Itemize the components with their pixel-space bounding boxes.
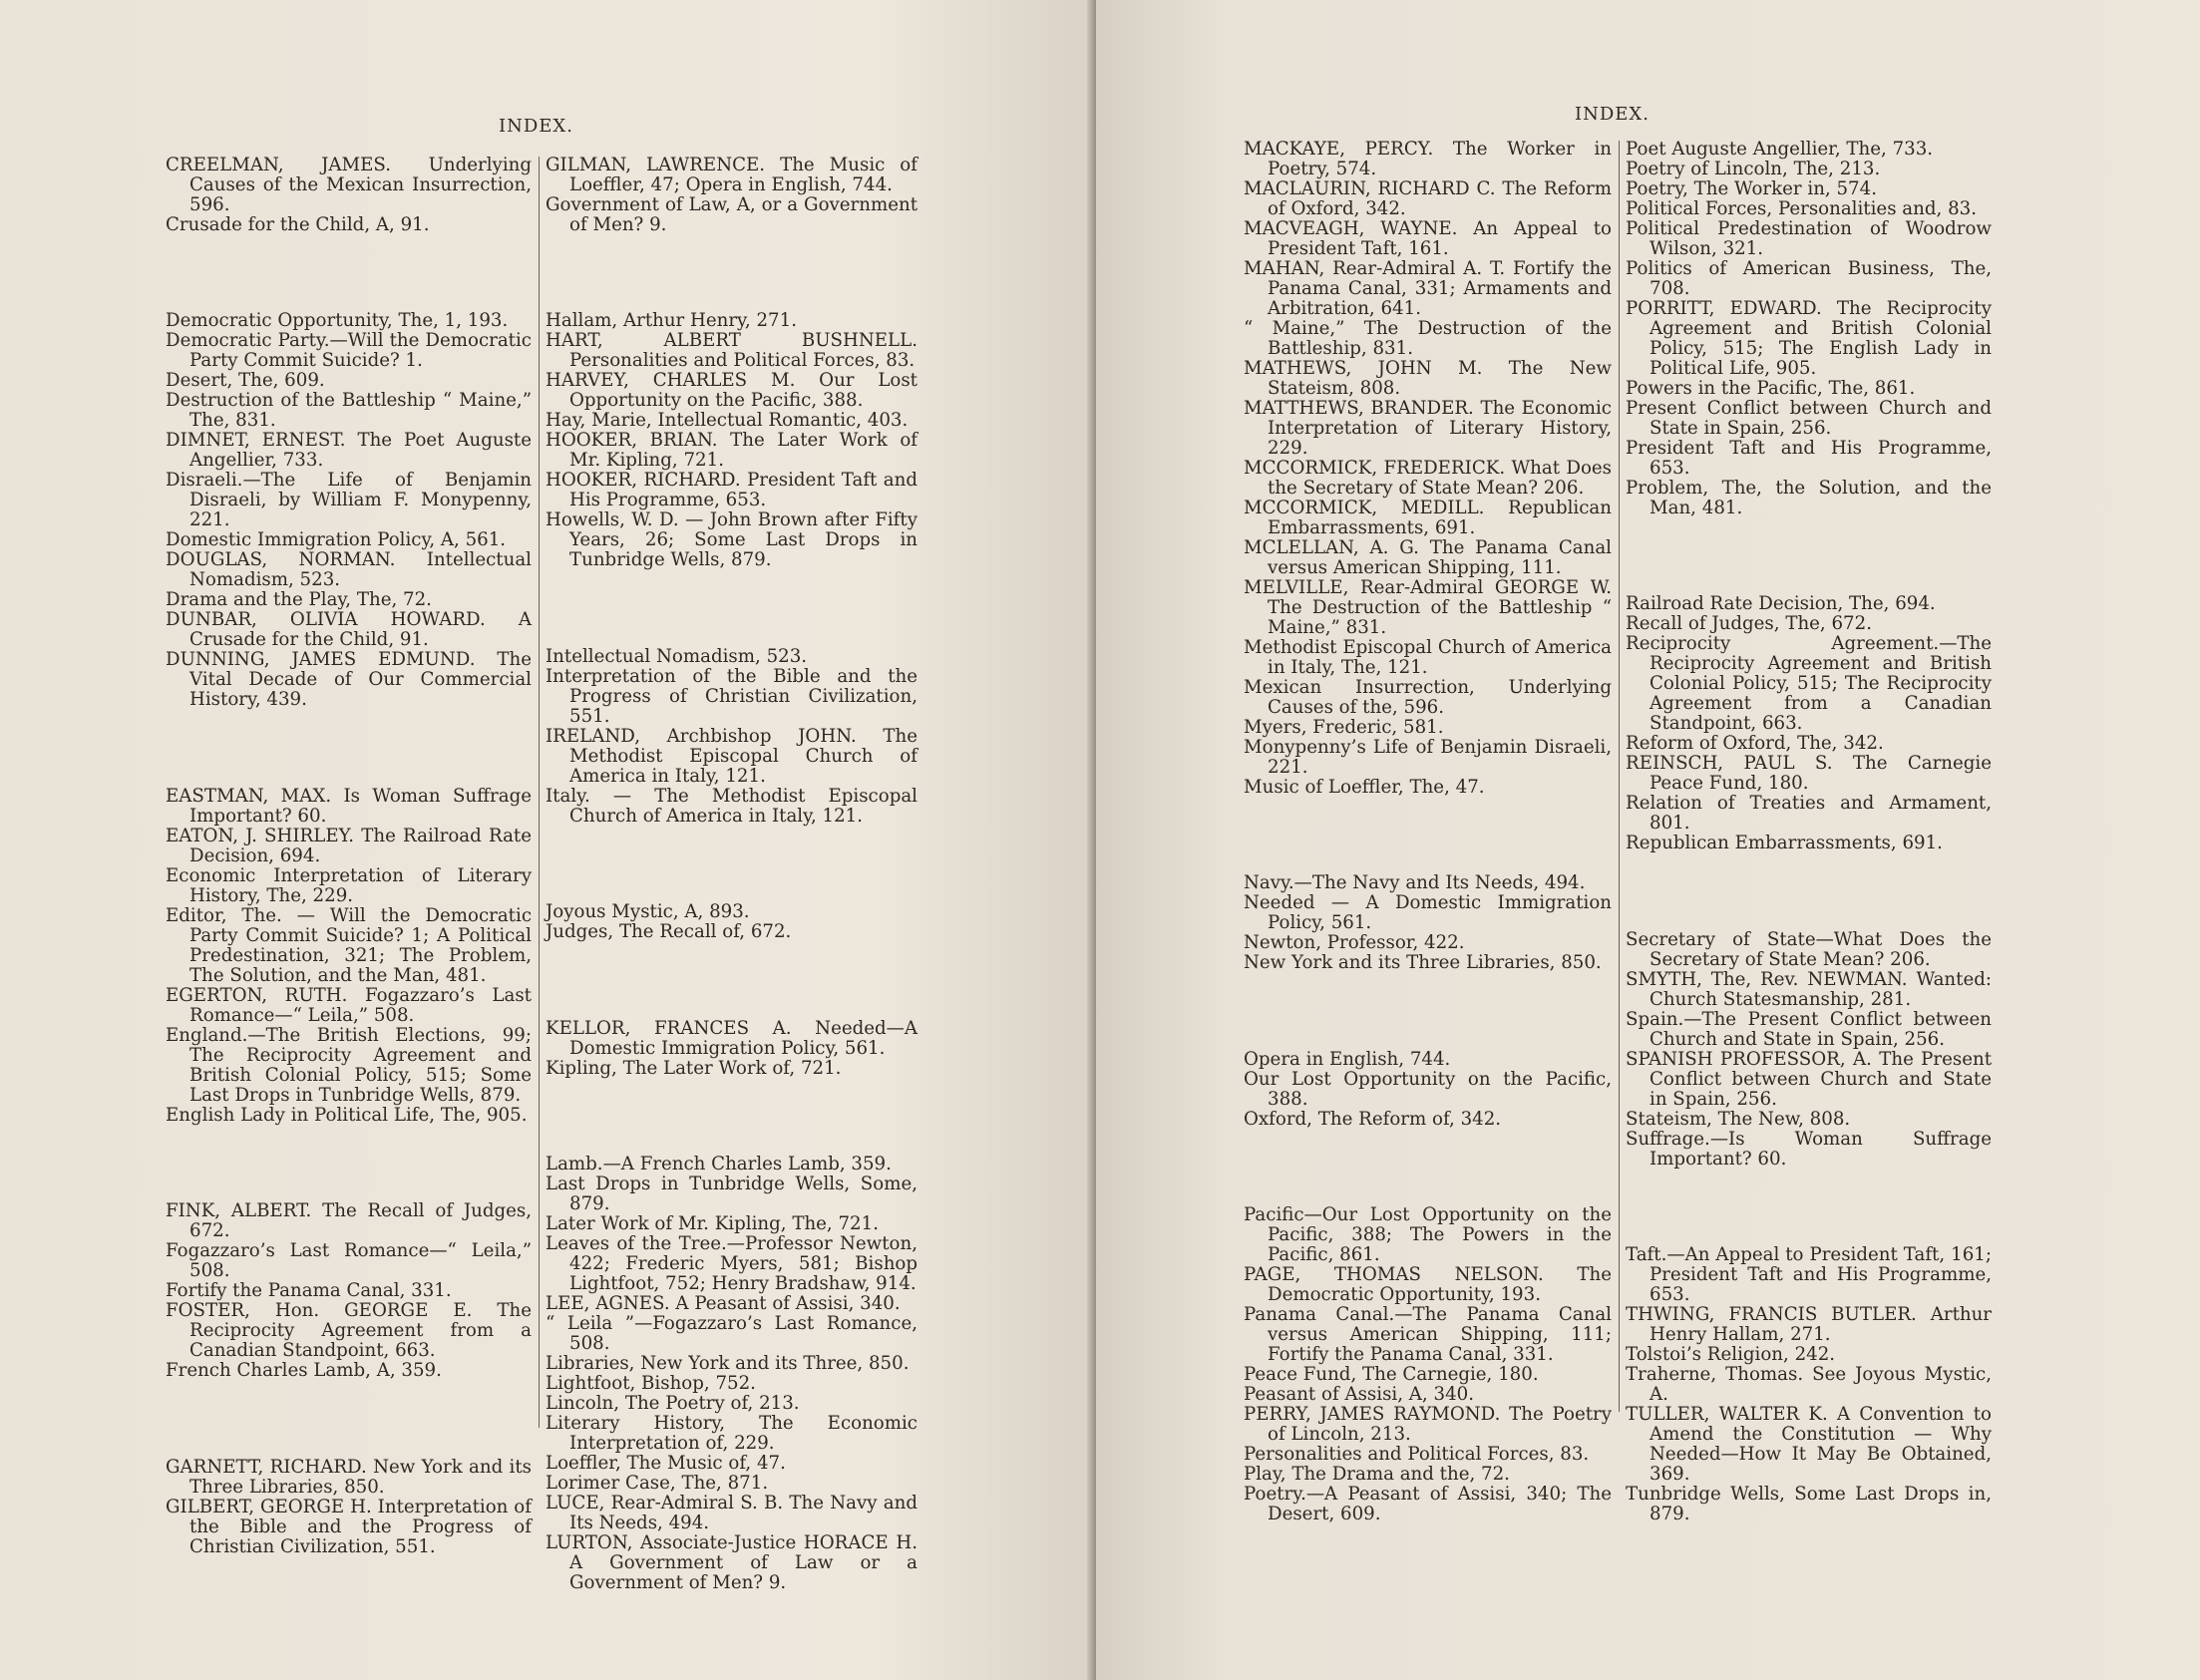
index-entry: EATON, J. SHIRLEY. The Railroad Rate Decision, 694.	[166, 825, 532, 866]
index-entry: Poet Auguste Angellier, The, 733.	[1626, 139, 1934, 160]
section-gap	[1244, 992, 1612, 1032]
index-entry: Poetry of Lincoln, The, 213.	[1626, 159, 1881, 179]
index-entry: Taft.—An Appeal to President Taft, 161; President Taft and His Programme, 653.	[1626, 1244, 1992, 1306]
index-entry: PORRITT, EDWARD. The Reciprocity Agreement and British Colonial Policy, 515; The English Lady in Political Life, 905.	[1626, 298, 1992, 379]
index-entry: “ Leila ”—Fogazzaro’s Last Romance, 508.	[546, 1312, 917, 1354]
index-entry: MCCORMICK, MEDILL. Republican Embarrassments, 691.	[1244, 498, 1612, 538]
index-entry: MACKAYE, PERCY. The Worker in Poetry, 574.	[1244, 139, 1612, 179]
index-entry: Peasant of Assisi, A, 340.	[1244, 1384, 1474, 1406]
section-gap	[546, 589, 917, 629]
index-entry: MATTHEWS, BRANDER. The Economic Interpretation of Literary History, 229.	[1244, 398, 1612, 459]
index-entry: Reciprocity Agreement.—The Reciprocity Agreement and British Colonial Policy, 515; The Reciprocity Agreement from a Canadian Standpoint, 663.	[1626, 633, 1992, 735]
index-entry: DUNBAR, OLIVIA HOWARD. A Crusade for the Child, 91.	[166, 609, 532, 651]
index-entry: Editor, The. — Will the Democratic Party Commit Suicide? 1; A Political Predestination, 321; The Problem, The Solution, and the Man, 481.	[166, 904, 532, 986]
index-entry: DUNNING, JAMES EDMUND. The Vital Decade of Our Commercial History, 439.	[166, 649, 532, 711]
index-entry: CREELMAN, JAMES. Underlying Causes of the Mexican Insurrection, 596.	[166, 155, 532, 215]
index-entry: Drama and the Play, The, 72.	[166, 589, 432, 611]
index-entry: GARNETT, RICHARD. New York and its Three Libraries, 850.	[166, 1456, 532, 1498]
section-gap	[546, 844, 917, 884]
index-entry: Pacific—Our Lost Opportunity on the Pacific, 388; The Powers in the Pacific, 861.	[1244, 1204, 1612, 1266]
index-entry: Panama Canal.—The Panama Canal versus American Shipping, 111; Fortify the Panama Canal, 331.	[1244, 1304, 1612, 1366]
index-entry: THWING, FRANCIS BUTLER. Arthur Henry Hallam, 271.	[1626, 1304, 1992, 1346]
index-entry: HOOKER, BRIAN. The Later Work of Mr. Kipling, 721.	[546, 430, 917, 472]
section-gap	[166, 1399, 532, 1439]
index-entry: Relation of Treaties and Armament, 801.	[1626, 793, 1992, 835]
index-entry: PERRY, JAMES RAYMOND. The Poetry of Lincoln, 213.	[1244, 1404, 1612, 1446]
index-entry: Later Work of Mr. Kipling, The, 721.	[546, 1212, 879, 1234]
index-entry: Our Lost Opportunity on the Pacific, 388.	[1244, 1068, 1612, 1110]
index-entry: Fogazzaro’s Last Romance—“ Leila,” 508.	[166, 1240, 532, 1282]
index-column-3	[1244, 140, 1612, 1524]
index-entry: Intellectual Nomadism, 523.	[546, 645, 808, 667]
column-divider-left	[539, 157, 540, 1428]
index-entry: Kipling, The Later Work of, 721.	[546, 1057, 842, 1079]
index-entry: TULLER, WALTER K. A Convention to Amend the Constitution — Why Needed—How It May Be Obtained, 369.	[1626, 1404, 1992, 1486]
page-header-right: INDEX.	[1575, 104, 1650, 125]
index-entry: Poetry.—A Peasant of Assisi, 340; The Desert, 609.	[1244, 1484, 1612, 1525]
index-entry: Monypenny’s Life of Benjamin Disraeli, 221.	[1244, 737, 1612, 778]
index-entry: GILBERT, GEORGE H. Interpretation of the Bible and the Progress of Christian Civilization, 551.	[166, 1496, 532, 1557]
section-gap	[1244, 1148, 1612, 1187]
index-column-2	[546, 156, 917, 1593]
index-entry: Economic Interpretation of Literary History, The, 229.	[166, 864, 532, 906]
index-entry: New York and its Three Libraries, 850.	[1244, 952, 1602, 974]
index-entry: Problem, The, the Solution, and the Man, 481.	[1626, 478, 1992, 518]
index-entry: Present Conflict between Church and State in Spain, 256.	[1626, 398, 1992, 439]
index-entry: President Taft and His Programme, 653.	[1626, 438, 1992, 479]
index-entry: Needed — A Domestic Immigration Policy, 561.	[1244, 892, 1612, 934]
index-entry: Navy.—The Navy and Its Needs, 494.	[1244, 872, 1586, 894]
index-entry: Lamb.—A French Charles Lamb, 359.	[546, 1153, 892, 1175]
index-entry: Lincoln, The Poetry of, 213.	[546, 1392, 800, 1414]
index-entry: REINSCH, PAUL S. The Carnegie Peace Fund, 180.	[1626, 753, 1992, 795]
index-entry: Desert, The, 609.	[166, 370, 325, 392]
index-entry: Personalities and Political Forces, 83.	[1244, 1444, 1590, 1466]
index-entry: MACVEAGH, WAYNE. An Appeal to President Taft, 161.	[1244, 218, 1612, 259]
index-entry: Lightfoot, Bishop, 752.	[546, 1372, 756, 1394]
index-entry: Government of Law, A, or a Government of Men? 9.	[546, 194, 917, 235]
index-entry: Political Forces, Personalities and, 83.	[1626, 198, 1977, 219]
index-entry: Italy. — The Methodist Episcopal Church of America in Italy, 121.	[546, 785, 917, 827]
index-entry: Tolstoi’s Religion, 242.	[1626, 1344, 1836, 1366]
index-entry: HART, ALBERT BUSHNELL. Personalities and Political Forces, 83.	[546, 330, 917, 372]
index-entry: LURTON, Associate-Justice HORACE H. A Government of Law or a Government of Men? 9.	[546, 1531, 917, 1593]
section-gap	[1626, 536, 1992, 576]
index-entry: Lorimer Case, The, 871.	[546, 1472, 769, 1494]
index-entry: Joyous Mystic, A, 893.	[546, 901, 750, 923]
index-entry: Play, The Drama and the, 72.	[1244, 1464, 1510, 1486]
index-entry: Spain.—The Present Conflict between Church and State in Spain, 256.	[1626, 1008, 1992, 1050]
section-gap	[546, 253, 917, 293]
index-entry: MCLELLAN, A. G. The Panama Canal versus American Shipping, 111.	[1244, 537, 1612, 578]
section-gap	[1626, 872, 1992, 912]
index-entry: Loeffler, The Music of, 47.	[546, 1452, 786, 1474]
section-gap	[1244, 816, 1612, 855]
index-entry: Hallam, Arthur Henry, 271.	[546, 310, 797, 332]
index-entry: MAHAN, Rear-Admiral A. T. Fortify the Panama Canal, 331; Armaments and Arbitration, 641.	[1244, 258, 1612, 319]
index-entry: Opera in English, 744.	[1244, 1048, 1451, 1070]
index-entry: FOSTER, Hon. GEORGE E. The Reciprocity Agreement from a Canadian Standpoint, 663.	[166, 1300, 532, 1362]
page-header-left: INDEX.	[499, 116, 573, 137]
index-entry: Libraries, New York and its Three, 850.	[546, 1352, 910, 1374]
right-page	[1096, 0, 2200, 1680]
index-entry: PAGE, THOMAS NELSON. The Democratic Opportunity, 193.	[1244, 1264, 1612, 1306]
index-entry: EASTMAN, MAX. Is Woman Suffrage Important? 60.	[166, 785, 532, 827]
index-entry: Destruction of the Battleship “ Maine,” The, 831.	[166, 390, 532, 432]
index-entry: MACLAURIN, RICHARD C. The Reform of Oxford, 342.	[1244, 178, 1612, 219]
index-entry: FINK, ALBERT. The Recall of Judges, 672.	[166, 1200, 532, 1242]
index-entry: DOUGLAS, NORMAN. Intellectual Nomadism, 523.	[166, 549, 532, 591]
index-column-1	[166, 156, 532, 1557]
index-entry: MELVILLE, Rear-Admiral GEORGE W. The Destruction of the Battleship “ Maine,” 831.	[1244, 577, 1612, 638]
index-entry: Reform of Oxford, The, 342.	[1626, 733, 1884, 755]
index-entry: English Lady in Political Life, The, 905.	[166, 1104, 528, 1126]
index-entry: EGERTON, RUTH. Fogazzaro’s Last Romance—“ Leila,” 508.	[166, 984, 532, 1026]
index-entry: Politics of American Business, The, 708.	[1626, 258, 1992, 299]
index-entry: Traherne, Thomas. See Joyous Mystic, A.	[1626, 1364, 1992, 1406]
index-entry: Secretary of State—What Does the Secretary of State Mean? 206.	[1626, 928, 1992, 970]
index-entry: Judges, The Recall of, 672.	[546, 921, 792, 943]
index-entry: Tunbridge Wells, Some Last Drops in, 879.	[1626, 1484, 1992, 1525]
index-entry: Oxford, The Reform of, 342.	[1244, 1108, 1502, 1130]
index-entry: Poetry, The Worker in, 574.	[1626, 178, 1877, 199]
index-entry: Myers, Frederic, 581.	[1244, 717, 1444, 738]
index-entry: Recall of Judges, The, 672.	[1626, 613, 1872, 635]
index-entry: Fortify the Panama Canal, 331.	[166, 1280, 452, 1302]
index-entry: Democratic Party.—Will the Democratic Party Commit Suicide? 1.	[166, 330, 532, 372]
index-entry: Railroad Rate Decision, The, 694.	[1626, 593, 1936, 615]
section-gap	[546, 1097, 917, 1137]
index-entry: Last Drops in Tunbridge Wells, Some, 879.	[546, 1173, 917, 1214]
index-entry: “ Maine,” The Destruction of the Battleship, 831.	[1244, 318, 1612, 359]
index-entry: England.—The British Elections, 99; The Reciprocity Agreement and British Colonial Policy, 515; Some Last Drops in Tunbridge Wells, 879.	[166, 1024, 532, 1106]
index-entry: Disraeli.—The Life of Benjamin Disraeli, by William F. Monypenny, 221.	[166, 470, 532, 531]
index-entry: Suffrage.—Is Woman Suffrage Important? 60.	[1626, 1128, 1992, 1170]
index-entry: KELLOR, FRANCES A. Needed—A Domestic Immigration Policy, 561.	[546, 1017, 917, 1059]
index-entry: Domestic Immigration Policy, A, 561.	[166, 529, 507, 551]
section-gap	[166, 253, 532, 293]
index-entry: Democratic Opportunity, The, 1, 193.	[166, 310, 509, 332]
index-entry: Crusade for the Child, A, 91.	[166, 214, 430, 235]
section-gap	[1626, 1187, 1992, 1227]
section-gap	[166, 729, 532, 769]
column-divider-right	[1619, 141, 1620, 1412]
index-entry: Mexican Insurrection, Underlying Causes of the, 596.	[1244, 677, 1612, 718]
index-entry: LEE, AGNES. A Peasant of Assisi, 340.	[546, 1292, 901, 1314]
index-entry: HOOKER, RICHARD. President Taft and His Programme, 653.	[546, 470, 917, 511]
index-entry: Leaves of the Tree.—Professor Newton, 422; Frederic Myers, 581; Bishop Lightfoot, 752; Henry Bradshaw, 914.	[546, 1232, 917, 1294]
index-entry: HARVEY, CHARLES M. Our Lost Opportunity on the Pacific, 388.	[546, 370, 917, 412]
index-entry: SPANISH PROFESSOR, A. The Present Conflict between Church and State in Spain, 256.	[1626, 1048, 1992, 1110]
index-entry: IRELAND, Archbishop JOHN. The Methodist Episcopal Church of America in Italy, 121.	[546, 725, 917, 787]
index-entry: Methodist Episcopal Church of America in Italy, The, 121.	[1244, 637, 1612, 678]
index-entry: Newton, Professor, 422.	[1244, 932, 1465, 954]
index-entry: MCCORMICK, FREDERICK. What Does the Secretary of State Mean? 206.	[1244, 458, 1612, 499]
index-entry: Powers in the Pacific, The, 861.	[1626, 378, 1916, 399]
index-entry: Howells, W. D. — John Brown after Fifty Years, 26; Some Last Drops in Tunbridge Wells, 879.	[546, 509, 917, 571]
section-gap	[166, 1144, 532, 1183]
left-page	[0, 0, 1094, 1680]
index-entry: French Charles Lamb, A, 359.	[166, 1360, 442, 1382]
index-entry: Political Predestination of Woodrow Wilson, 321.	[1626, 218, 1992, 259]
index-entry: Peace Fund, The Carnegie, 180.	[1244, 1364, 1539, 1386]
section-gap	[546, 960, 917, 1000]
index-entry: Music of Loeffler, The, 47.	[1244, 777, 1485, 798]
index-entry: Stateism, The New, 808.	[1626, 1108, 1851, 1130]
index-entry: Interpretation of the Bible and the Progress of Christian Civilization, 551.	[546, 665, 917, 727]
index-entry: GILMAN, LAWRENCE. The Music of Loeffler, 47; Opera in English, 744.	[546, 155, 917, 195]
index-entry: Hay, Marie, Intellectual Romantic, 403.	[546, 410, 909, 432]
index-entry: DIMNET, ERNEST. The Poet Auguste Angellier, 733.	[166, 430, 532, 472]
index-entry: Republican Embarrassments, 691.	[1626, 833, 1943, 854]
index-entry: Literary History, The Economic Interpretation of, 229.	[546, 1412, 917, 1454]
index-entry: MATHEWS, JOHN M. The New Stateism, 808.	[1244, 358, 1612, 399]
index-entry: SMYTH, The, Rev. NEWMAN. Wanted: Church Statesmanship, 281.	[1626, 968, 1992, 1010]
index-entry: LUCE, Rear-Admiral S. B. The Navy and Its Needs, 494.	[546, 1492, 917, 1533]
index-column-4	[1626, 140, 1992, 1524]
